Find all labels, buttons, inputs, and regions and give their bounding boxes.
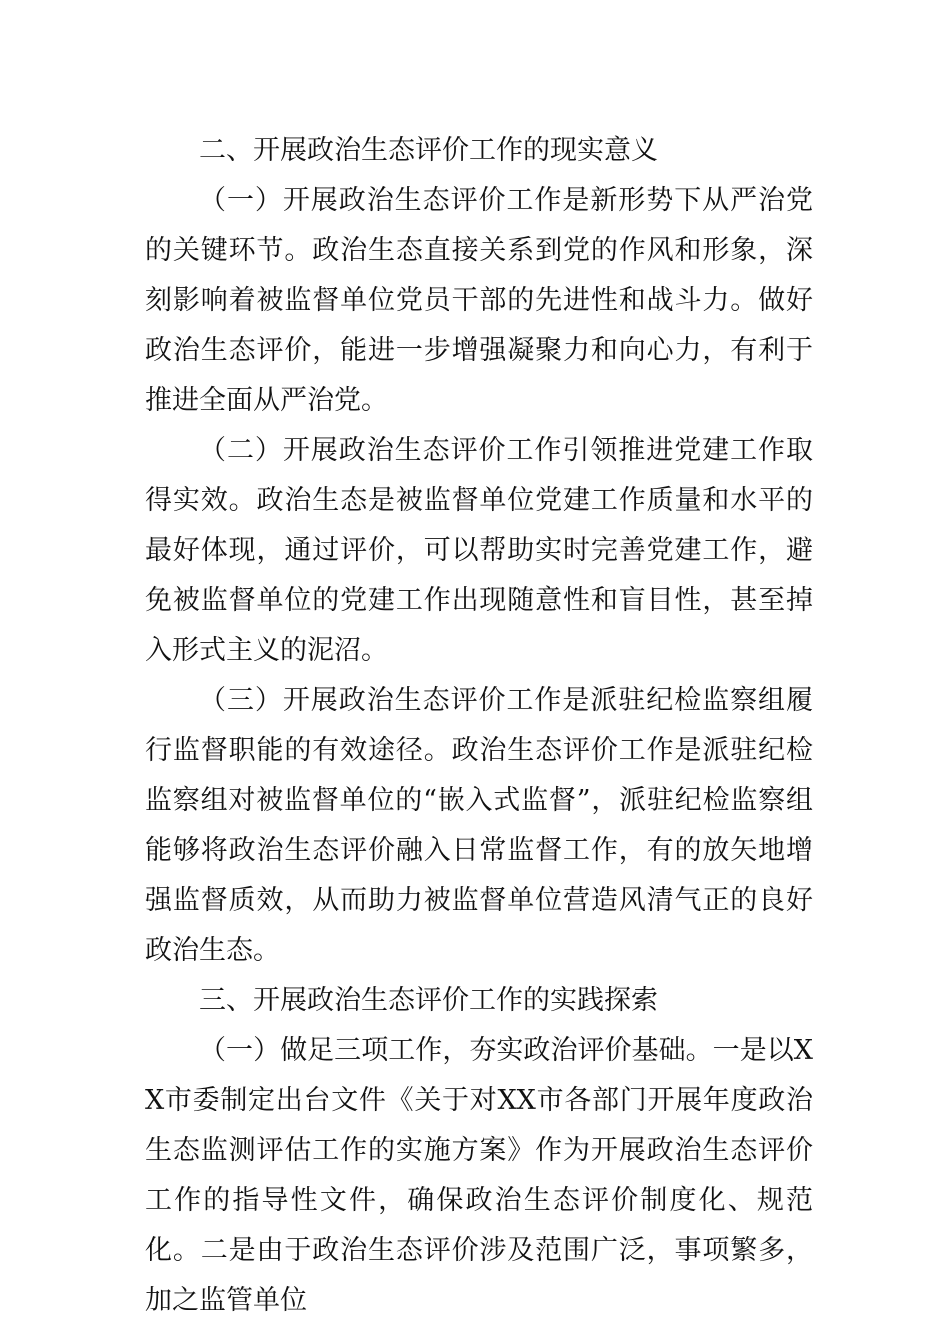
section-heading-3: 三、开展政治生态评价工作的实践探索 xyxy=(199,985,658,1016)
paragraph-2-3: （三）开展政治生态评价工作是派驻纪检监察组履行监督职能的有效途径。政治生态评价工作是派驻纪检监察组对被监督单位的“嵌入式监督”，派驻纪检监察组能够将政治生态评价融入日常监督工作，有的放矢地增强监督质效，从而助力被监督单位营造风清气正的良好政治生态。 xyxy=(145,685,813,966)
paragraph-3-1: （一）做足三项工作，夯实政治评价基础。一是以XX市委制定出台文件《关于对XX市各部门开展年度政治生态监测评估工作的实施方案》作为开展政治生态评价工作的指导性文件，确保政治生态评价制度化、规范化。二是由于政治生态评价涉及范围广泛，事项繁多，加之监管单位 xyxy=(145,1035,813,1316)
paragraph-2-1: （一）开展政治生态评价工作是新形势下从严治党的关键环节。政治生态直接关系到党的作风和形象，深刻影响着被监督单位党员干部的先进性和战斗力。做好政治生态评价，能进一步增强凝聚力和向心力，有利于推进全面从严治党。 xyxy=(145,185,813,416)
document-body xyxy=(145,126,813,1326)
paragraph-2-2: （二）开展政治生态评价工作引领推进党建工作取得实效。政治生态是被监督单位党建工作质量和水平的最好体现，通过评价，可以帮助实时完善党建工作，避免被监督单位的党建工作出现随意性和盲目性，甚至掉入形式主义的泥沼。 xyxy=(145,435,813,666)
section-heading-2: 二、开展政治生态评价工作的现实意义 xyxy=(199,135,658,166)
